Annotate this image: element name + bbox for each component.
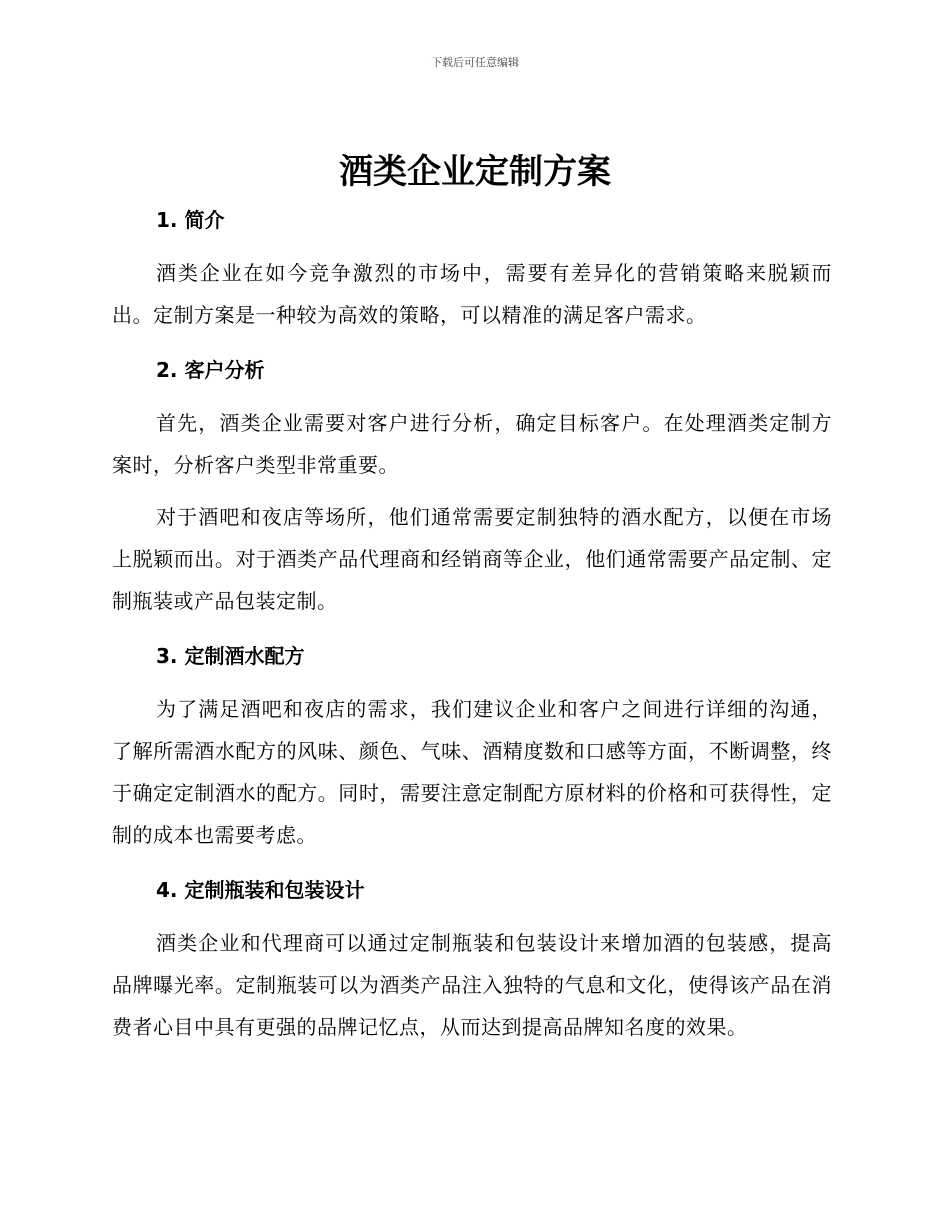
paragraph-intro: 酒类企业在如今竞争激烈的市场中，需要有差异化的营销策略来脱颖而出。定制方案是一种较为高效的策略，可以精准的满足客户需求。 — [112, 261, 832, 327]
paragraph-custom-recipe: 为了满足酒吧和夜店的需求，我们建议企业和客户之间进行详细的沟通，了解所需酒水配方的风味、颜色、气味、酒精度数和口感等方面，不断调整，终于确定定制酒水的配方。同时，需要注意定制配方原材料的价格和可获得性，定制的成本也需要考虑。 — [112, 697, 832, 847]
paragraph-packaging-design: 酒类企业和代理商可以通过定制瓶装和包装设计来增加酒的包装感，提高品牌曝光率。定制瓶装可以为酒类产品注入独特的气息和文化，使得该产品在消费者心目中具有更强的品牌记忆点，从而达到提高品牌知名度的效果。 — [112, 931, 832, 1039]
section-heading-packaging-design: 4. 定制瓶装和包装设计 — [156, 878, 365, 902]
paragraph-customer-analysis-1: 首先，酒类企业需要对客户进行分析，确定目标客户。在处理酒类定制方案时，分析客户类型非常重要。 — [112, 411, 832, 477]
section-heading-custom-recipe: 3. 定制酒水配方 — [156, 644, 305, 668]
document-title: 酒类企业定制方案 — [339, 152, 611, 192]
paragraph-customer-analysis-2: 对于酒吧和夜店等场所，他们通常需要定制独特的酒水配方，以便在市场上脱颖而出。对于酒类产品代理商和经销商等企业，他们通常需要产品定制、定制瓶装或产品包装定制。 — [112, 505, 832, 613]
section-heading-customer-analysis: 2. 客户分析 — [156, 358, 265, 382]
section-heading-intro: 1. 简介 — [156, 208, 225, 232]
header-note: 下载后可任意编辑 — [431, 56, 519, 69]
document-body — [112, 200, 832, 1048]
